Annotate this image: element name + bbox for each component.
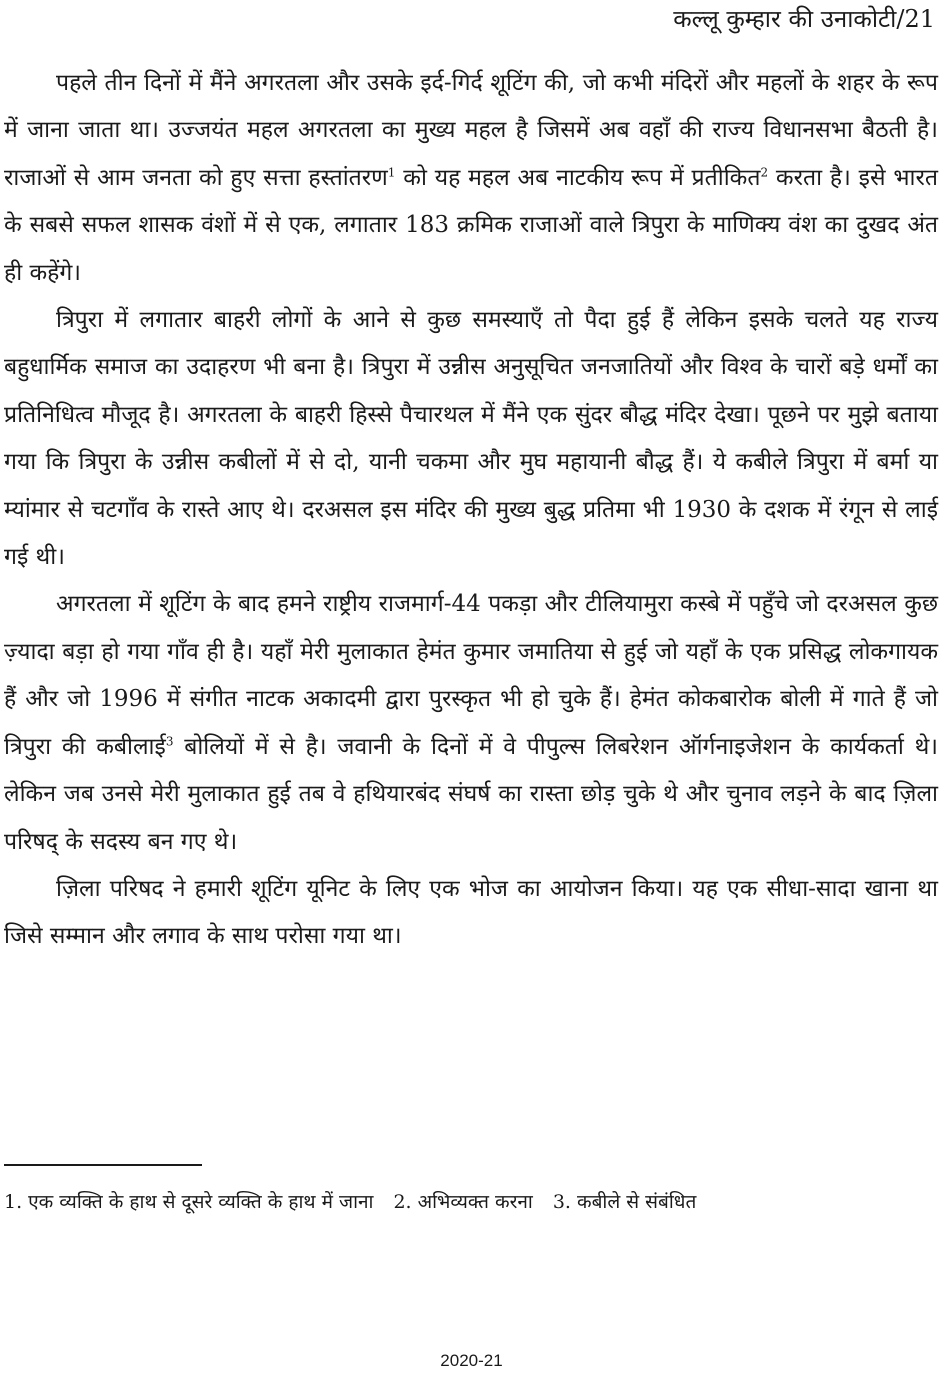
footnote-ref-3: 3 xyxy=(165,734,174,749)
paragraph-1-text-b: को यह महल अब नाटकीय रूप में प्रतीकित xyxy=(395,164,761,191)
footnote-ref-2: 2 xyxy=(760,165,769,180)
paragraph-4-text: ज़िला परिषद ने हमारी शूटिंग यूनिट के लिए एक भोज का आयोजन किया। यह एक सीधा-सादा खाना था जिसे सम्मान और लगाव के साथ परोसा गया था। xyxy=(4,875,938,950)
footnote-3: 3. कबीले से संबंधित xyxy=(552,1191,697,1213)
paragraph-3 xyxy=(4,581,938,865)
paragraph-1-text-c: करता है। इसे भारत के सबसे सफल शासक वंशों में से एक, लगातार 183 क्रमिक राजाओं वाले त्रिपुरा के माणिक्य वंश का दुखद अंत ही कहेंगे। xyxy=(4,164,939,286)
footnote-ref-1: 1 xyxy=(387,165,396,180)
page-footer-year: 2020-21 xyxy=(440,1351,503,1370)
footnote-2: 2. अभिव्यक्त करना xyxy=(393,1191,533,1213)
running-header: कल्लू कुम्हार की उनाकोटी/21 xyxy=(673,5,935,33)
paragraph-2 xyxy=(4,297,938,581)
paragraph-4 xyxy=(4,866,938,961)
footnote-1: 1. एक व्यक्ति के हाथ से दूसरे व्यक्ति के हाथ में जाना xyxy=(4,1191,374,1213)
paragraph-2-text: त्रिपुरा में लगातार बाहरी लोगों के आने से कुछ समस्याएँ तो पैदा हुई हैं लेकिन इसके चलते यह राज्य बहुधार्मिक समाज का उदाहरण भी बना है। त्रिपुरा में उन्नीस अनुसूचित जनजातियों और विश्व के चारों बड़े धर्मों का प्रतिनिधित्व मौजूद है। अगरतला के बाहरी हिस्से पैचारथल में मैंने एक सुंदर बौद्ध मंदिर देखा। पूछने पर मुझे बताया गया कि त्रिपुरा के उन्नीस कबीलों में से दो, यानी चकमा और मुघ महायानी बौद्ध हैं। ये कबीले त्रिपुरा में बर्मा या म्यांमार से चटगाँव के रास्ते आए थे। दरअसल इस मंदिर की मुख्य बुद्ध प्रतिमा भी 1930 के दशक में रंगून से लाई गई थी। xyxy=(4,307,938,571)
paragraph-3-text-a: अगरतला में शूटिंग के बाद हमने राष्ट्रीय राजमार्ग-44 पकड़ा और टीलियामुरा कस्बे में पहुँचे जो दरअसल कुछ ज़्यादा बड़ा हो गया गाँव ही है। यहाँ मेरी मुलाकात हेमंत कुमार जमातिया से हुई जो यहाँ के एक प्रसिद्ध लोकगायक हैं और जो 1996 में संगीत नाटक अकादमी द्वारा पुरस्कृत भी हो चुके हैं। हेमंत कोकबारोक बोली में गाते हैं जो त्रिपुरा की कबीलाई xyxy=(4,591,938,760)
paragraph-3-text-b: बोलियों में से है। जवानी के दिनों में वे पीपुल्स लिबरेशन ऑर्गनाइजेशन के कार्यकर्ता थे। लेकिन जब उनसे मेरी मुलाकात हुई तब वे हथियारबंद संघर्ष का रास्ता छोड़ चुके थे और चुनाव लड़ने के बाद ज़िला परिषद् के सदस्य बन गए थे। xyxy=(4,733,938,855)
footnotes xyxy=(4,1182,938,1222)
paragraph-1 xyxy=(4,60,938,297)
paragraph-1-text-a: पहले तीन दिनों में मैंने अगरतला और उसके इर्द-गिर्द शूटिंग की, जो कभी मंदिरों और महलों के शहर के रूप में जाना जाता था। उज्जयंत महल अगरतला का मुख्य महल है जिसमें अब वहाँ की राज्य विधानसभा बैठती है। राजाओं से आम जनता को हुए सत्ता हस्तांतरण xyxy=(4,70,938,191)
footnote-divider xyxy=(4,1164,202,1166)
body-text xyxy=(4,60,938,961)
